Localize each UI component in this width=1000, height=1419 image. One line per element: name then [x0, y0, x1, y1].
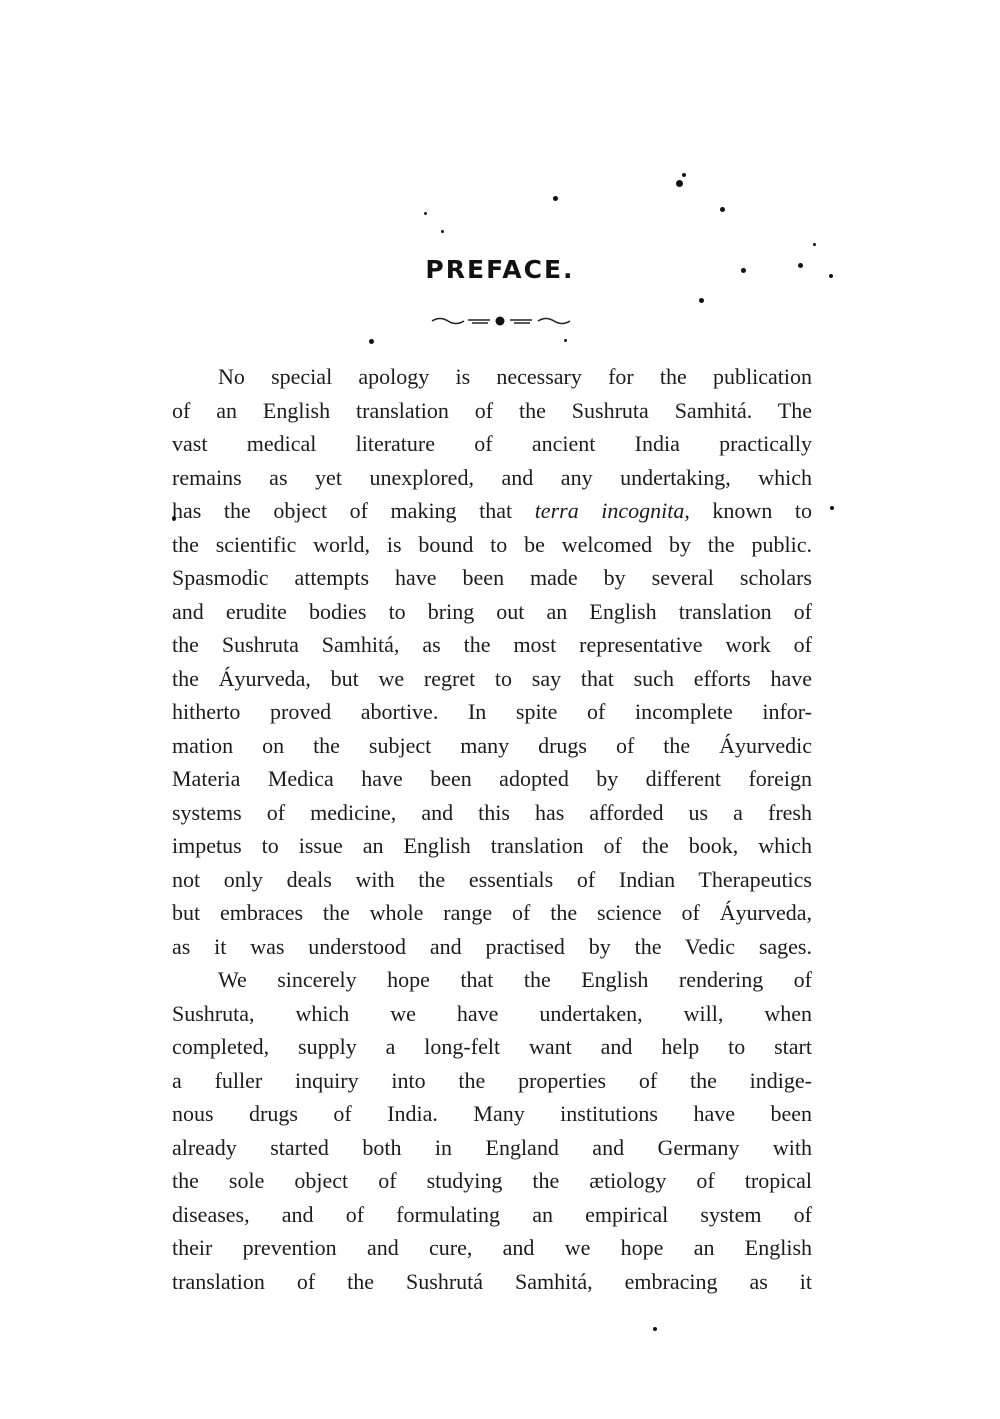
print-speck — [830, 506, 834, 510]
text-line: the scientific world, is bound to be welcomed by the public. — [172, 531, 812, 557]
text-line: nous drugs of India. Many institutions have been — [172, 1101, 812, 1126]
text-line: the sole object of studying the ætiology of tropical — [172, 1168, 812, 1193]
print-speck — [441, 230, 444, 233]
text-line: the Áyurveda, but we regret to say that such efforts have — [172, 665, 812, 691]
text-line: Spasmodic attempts have been made by several scholars — [172, 565, 812, 590]
text-line: impetus to issue an English translation of the book, which — [172, 833, 812, 858]
text-line: mation on the subject many drugs of the Áyurvedic — [172, 732, 812, 758]
ornament-divider — [430, 312, 575, 328]
text-line: already started both in England and Germany with — [172, 1134, 812, 1160]
body-text — [172, 360, 812, 1298]
print-speck — [553, 196, 558, 201]
text-line: vast medical literature of ancient India practically — [172, 431, 812, 456]
page-title: PREFACE. — [425, 254, 575, 284]
text-line: diseases, and of formulating an empirical system of — [172, 1201, 812, 1227]
print-speck — [720, 207, 725, 212]
text-line: No special apology is necessary for the publication — [218, 364, 812, 389]
text-line: the Sushruta Samhitá, as the most representative work of — [172, 632, 812, 657]
text-line: their prevention and cure, and we hope an English — [172, 1235, 812, 1260]
print-speck — [699, 298, 704, 303]
text-line: and erudite bodies to bring out an English translation of — [172, 598, 812, 624]
print-speck — [564, 339, 567, 342]
text-line: but embraces the whole range of the science of Áyurveda, — [172, 900, 812, 925]
text-line: Materia Medica have been adopted by different foreign — [172, 766, 812, 791]
text-line: as it was understood and practised by the Vedic sages. — [172, 933, 812, 959]
text-line: Sushruta, which we have undertaken, will, when — [172, 1000, 812, 1026]
print-speck — [653, 1327, 657, 1331]
text-line: of an English translation of the Sushruta Samhitá. The — [172, 397, 812, 423]
print-speck — [682, 173, 686, 177]
text-line: remains as yet unexplored, and any undertaking, which — [172, 464, 812, 490]
text-line: We sincerely hope that the English rendering of — [218, 967, 812, 992]
print-speck — [813, 243, 816, 246]
text-line: a fuller inquiry into the properties of the indige- — [172, 1067, 812, 1093]
text-line: hitherto proved abortive. In spite of incomplete infor- — [172, 699, 812, 724]
text-line: has the object of making that terra incognita, known to — [172, 498, 812, 523]
text-line: completed, supply a long-felt want and help to start — [172, 1034, 812, 1059]
print-speck — [676, 180, 683, 187]
text-line: not only deals with the essentials of Indian Therapeutics — [172, 866, 812, 892]
text-line: translation of the Sushrutá Samhitá, embracing as it — [172, 1268, 812, 1294]
text-line: systems of medicine, and this has afforded us a fresh — [172, 799, 812, 825]
print-speck — [369, 339, 374, 344]
print-speck — [424, 212, 427, 215]
